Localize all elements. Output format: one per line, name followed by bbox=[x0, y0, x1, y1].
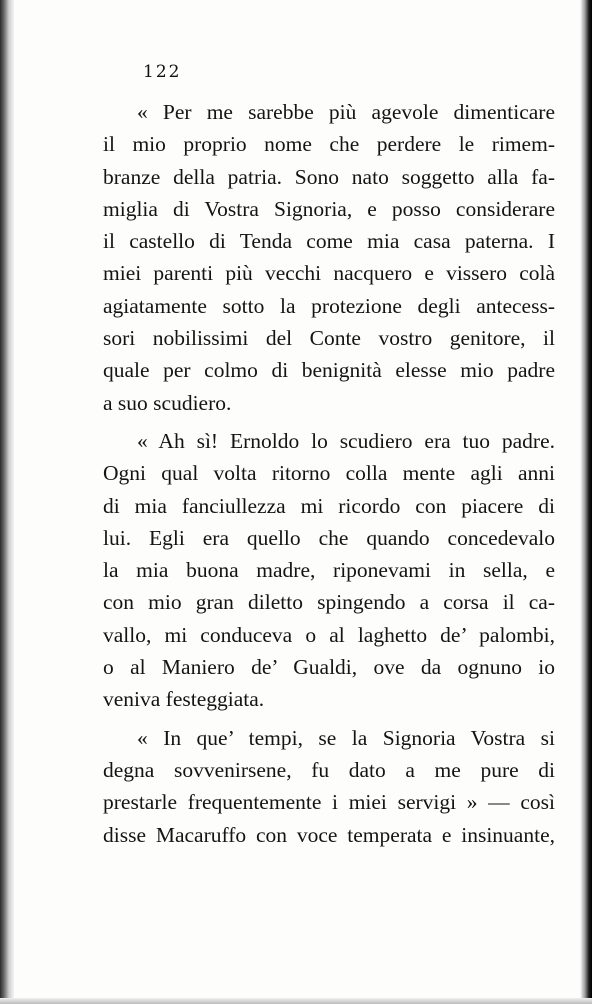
text-line: lui. Egli era quello che quando concedevalo bbox=[103, 525, 555, 550]
text-line: con mio gran diletto spingendo a corsa il ca- bbox=[103, 590, 555, 615]
page-bottom-edge bbox=[0, 998, 592, 1004]
text-line: « Ah sì! Ernoldo lo scudiero era tuo padre. bbox=[137, 428, 555, 453]
text-line: agiatamente sotto la protezione degli antecess- bbox=[103, 293, 555, 318]
text-line: branze della patria. Sono nato soggetto alla fa- bbox=[103, 164, 555, 189]
text-line: a suo scudiero. bbox=[103, 390, 232, 415]
text-line: il mio proprio nome che perdere le rimem- bbox=[103, 132, 555, 157]
paragraph bbox=[103, 96, 555, 419]
text-line: disse Macaruffo con voce temperata e insinuante, bbox=[103, 822, 555, 847]
text-line: di mia fanciullezza mi ricordo con piacere di bbox=[103, 493, 555, 518]
page-number: 122 bbox=[143, 62, 182, 82]
text-line: quale per colmo di benignità elesse mio padre bbox=[103, 358, 555, 383]
text-line: sori nobilissimi del Conte vostro genitore, il bbox=[103, 326, 555, 351]
text-line: miei parenti più vecchi nacquero e vissero colà bbox=[103, 261, 555, 286]
text-line: vallo, mi conduceva o al laghetto de’ palombi, bbox=[103, 622, 555, 647]
text-line: il castello di Tenda come mia casa paterna. I bbox=[103, 229, 555, 254]
paragraph bbox=[103, 425, 555, 716]
text-line: miglia di Vostra Signoria, e posso considerare bbox=[103, 196, 555, 221]
text-line: Ogni qual volta ritorno colla mente agli anni bbox=[103, 461, 555, 486]
text-line: veniva festeggiata. bbox=[103, 687, 265, 712]
paragraph bbox=[103, 722, 555, 851]
text-line: la mia buona madre, riponevami in sella, e bbox=[103, 558, 555, 583]
text-line: o al Maniero de’ Gualdi, ove da ognuno io bbox=[103, 655, 555, 680]
text-line: prestarle frequentemente i miei servigi » — così bbox=[103, 790, 555, 815]
text-line: « Per me sarebbe più agevole dimenticare bbox=[137, 100, 555, 124]
text-line: « In que’ tempi, se la Signoria Vostra si bbox=[137, 725, 555, 750]
binding-gutter bbox=[0, 0, 14, 1004]
page-edge bbox=[580, 0, 592, 1004]
body-text bbox=[103, 96, 555, 851]
text-line: degna sovvenirsene, fu dato a me pure di bbox=[103, 757, 555, 782]
